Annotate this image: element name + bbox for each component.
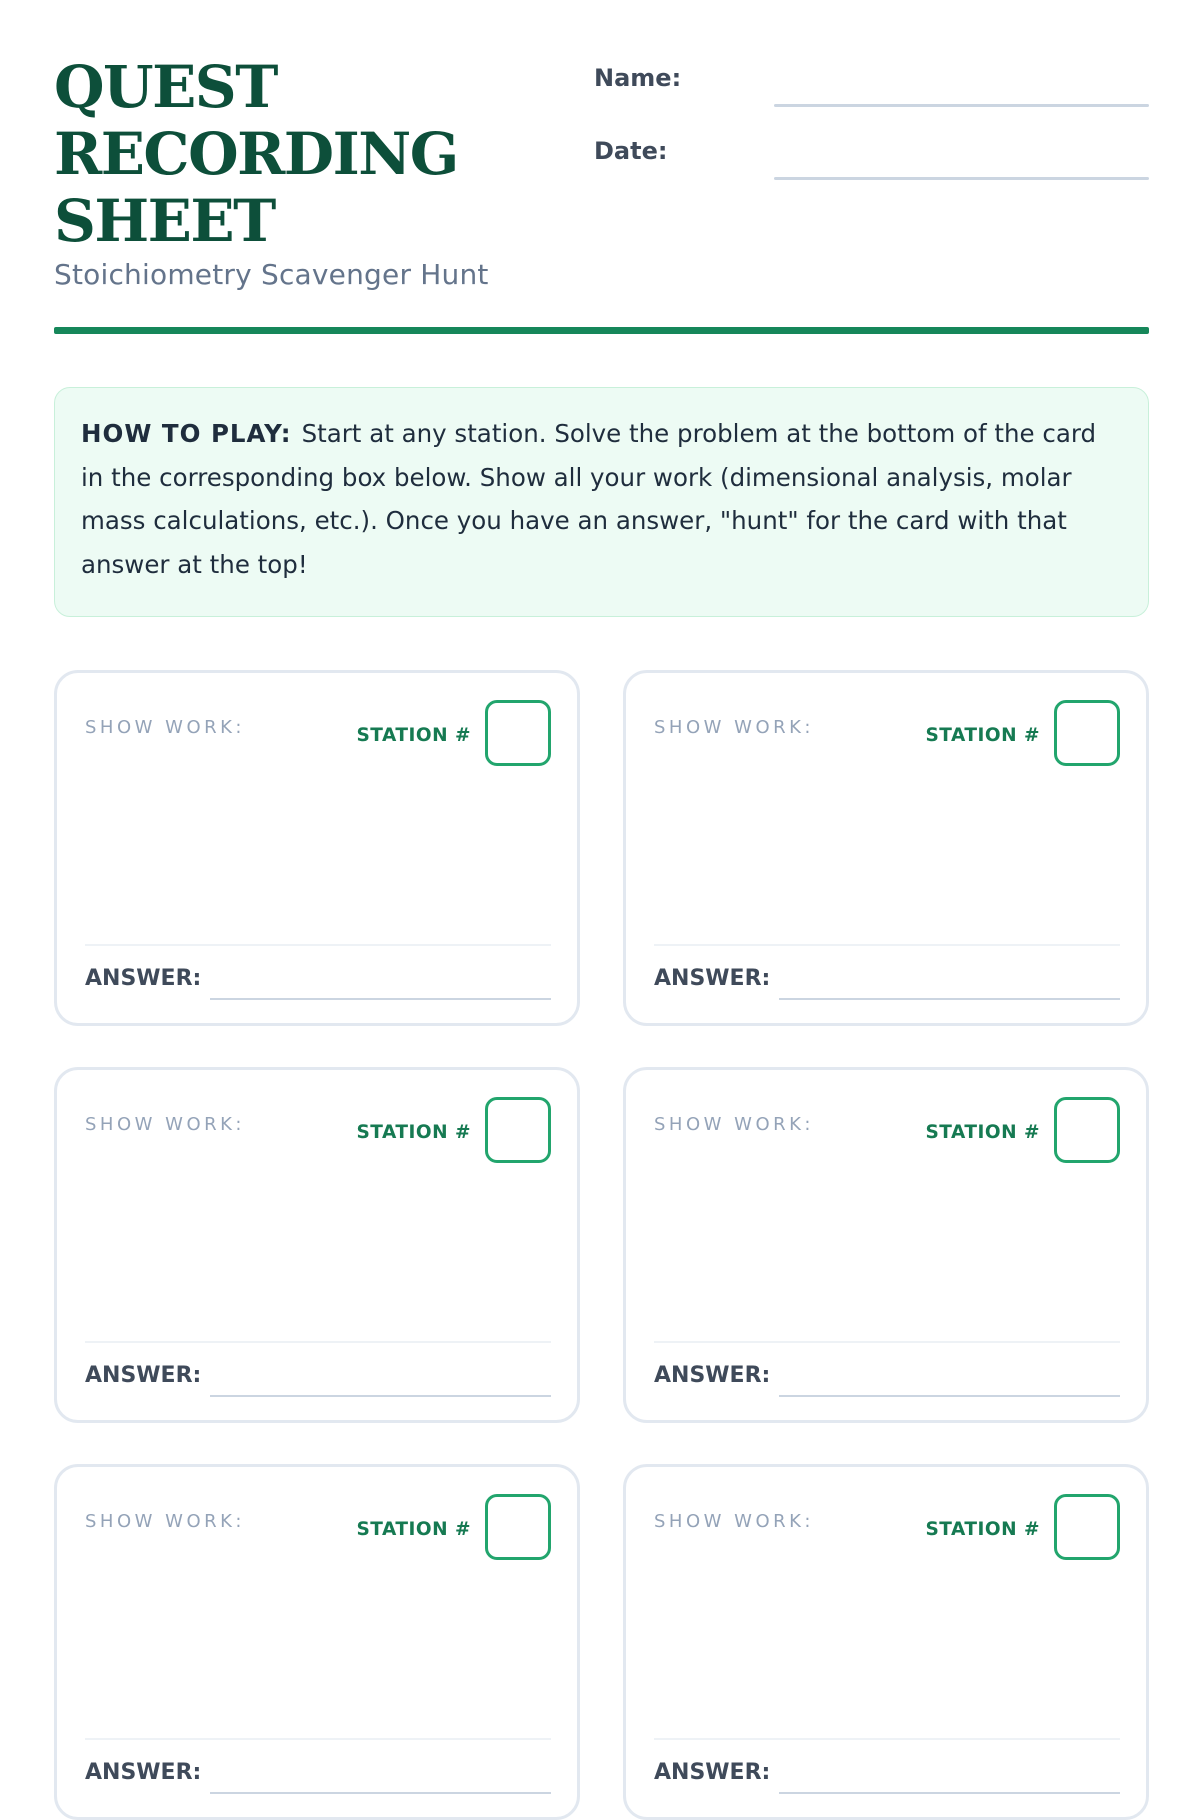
answer-field[interactable] bbox=[210, 1792, 551, 1794]
station-number-label: STATION # bbox=[925, 725, 1040, 746]
work-area-divider bbox=[85, 944, 551, 946]
show-work-label: SHOW WORK: bbox=[85, 717, 245, 738]
answer-label: ANSWER: bbox=[85, 966, 202, 991]
station-number-label: STATION # bbox=[925, 1122, 1040, 1143]
answer-field[interactable] bbox=[779, 998, 1120, 1000]
show-work-label: SHOW WORK: bbox=[654, 717, 814, 738]
station-card bbox=[623, 1067, 1149, 1423]
work-area-divider bbox=[654, 944, 1120, 946]
sheet-header bbox=[54, 0, 1149, 334]
station-number-box[interactable] bbox=[485, 1097, 551, 1163]
station-card bbox=[623, 1464, 1149, 1820]
show-work-label: SHOW WORK: bbox=[85, 1511, 245, 1532]
station-card bbox=[54, 1067, 580, 1423]
answer-label: ANSWER: bbox=[654, 1760, 771, 1785]
station-number-box[interactable] bbox=[1054, 1494, 1120, 1560]
answer-field[interactable] bbox=[779, 1792, 1120, 1794]
answer-label: ANSWER: bbox=[654, 966, 771, 991]
station-number-box[interactable] bbox=[1054, 1097, 1120, 1163]
name-field-row bbox=[594, 60, 1149, 133]
station-card bbox=[54, 670, 580, 1026]
answer-label: ANSWER: bbox=[654, 1363, 771, 1388]
how-to-play-heading: HOW TO PLAY: bbox=[81, 419, 292, 448]
answer-field[interactable] bbox=[779, 1395, 1120, 1397]
work-area-divider bbox=[85, 1341, 551, 1343]
work-area-divider bbox=[85, 1738, 551, 1740]
recording-sheet-page bbox=[54, 0, 1149, 1785]
header-divider bbox=[54, 327, 1149, 334]
answer-field[interactable] bbox=[210, 998, 551, 1000]
station-number-label: STATION # bbox=[356, 1519, 471, 1540]
station-number-box[interactable] bbox=[485, 1494, 551, 1560]
date-field[interactable] bbox=[774, 177, 1149, 180]
station-number-box[interactable] bbox=[485, 700, 551, 766]
page-title bbox=[54, 54, 574, 255]
station-card bbox=[623, 670, 1149, 1026]
show-work-label: SHOW WORK: bbox=[654, 1114, 814, 1135]
answer-label: ANSWER: bbox=[85, 1363, 202, 1388]
date-label: Date: bbox=[594, 137, 668, 165]
title-line-3: SHEET bbox=[54, 187, 275, 255]
station-number-label: STATION # bbox=[925, 1519, 1040, 1540]
name-label: Name: bbox=[594, 64, 682, 92]
work-area-divider bbox=[654, 1341, 1120, 1343]
student-info-fields bbox=[594, 60, 1149, 206]
how-to-play-panel bbox=[54, 387, 1149, 617]
station-number-label: STATION # bbox=[356, 725, 471, 746]
page-subtitle: Stoichiometry Scavenger Hunt bbox=[54, 258, 489, 291]
date-field-row bbox=[594, 133, 1149, 206]
station-card bbox=[54, 1464, 580, 1820]
answer-label: ANSWER: bbox=[85, 1760, 202, 1785]
show-work-label: SHOW WORK: bbox=[654, 1511, 814, 1532]
title-line-1: QUEST bbox=[54, 53, 277, 121]
title-line-2: RECORDING bbox=[54, 120, 458, 188]
station-number-label: STATION # bbox=[356, 1122, 471, 1143]
show-work-label: SHOW WORK: bbox=[85, 1114, 245, 1135]
work-area-divider bbox=[654, 1738, 1120, 1740]
station-number-box[interactable] bbox=[1054, 700, 1120, 766]
answer-field[interactable] bbox=[210, 1395, 551, 1397]
name-field[interactable] bbox=[774, 104, 1149, 107]
how-to-play-text: Start at any station. Solve the problem at the bottom of the card in the corresponding box below. Show all your work (dimensional analysis, molar mass calculations, etc.). Once you have an answer, "hunt" for the card with that answer at the top! bbox=[81, 419, 1097, 579]
